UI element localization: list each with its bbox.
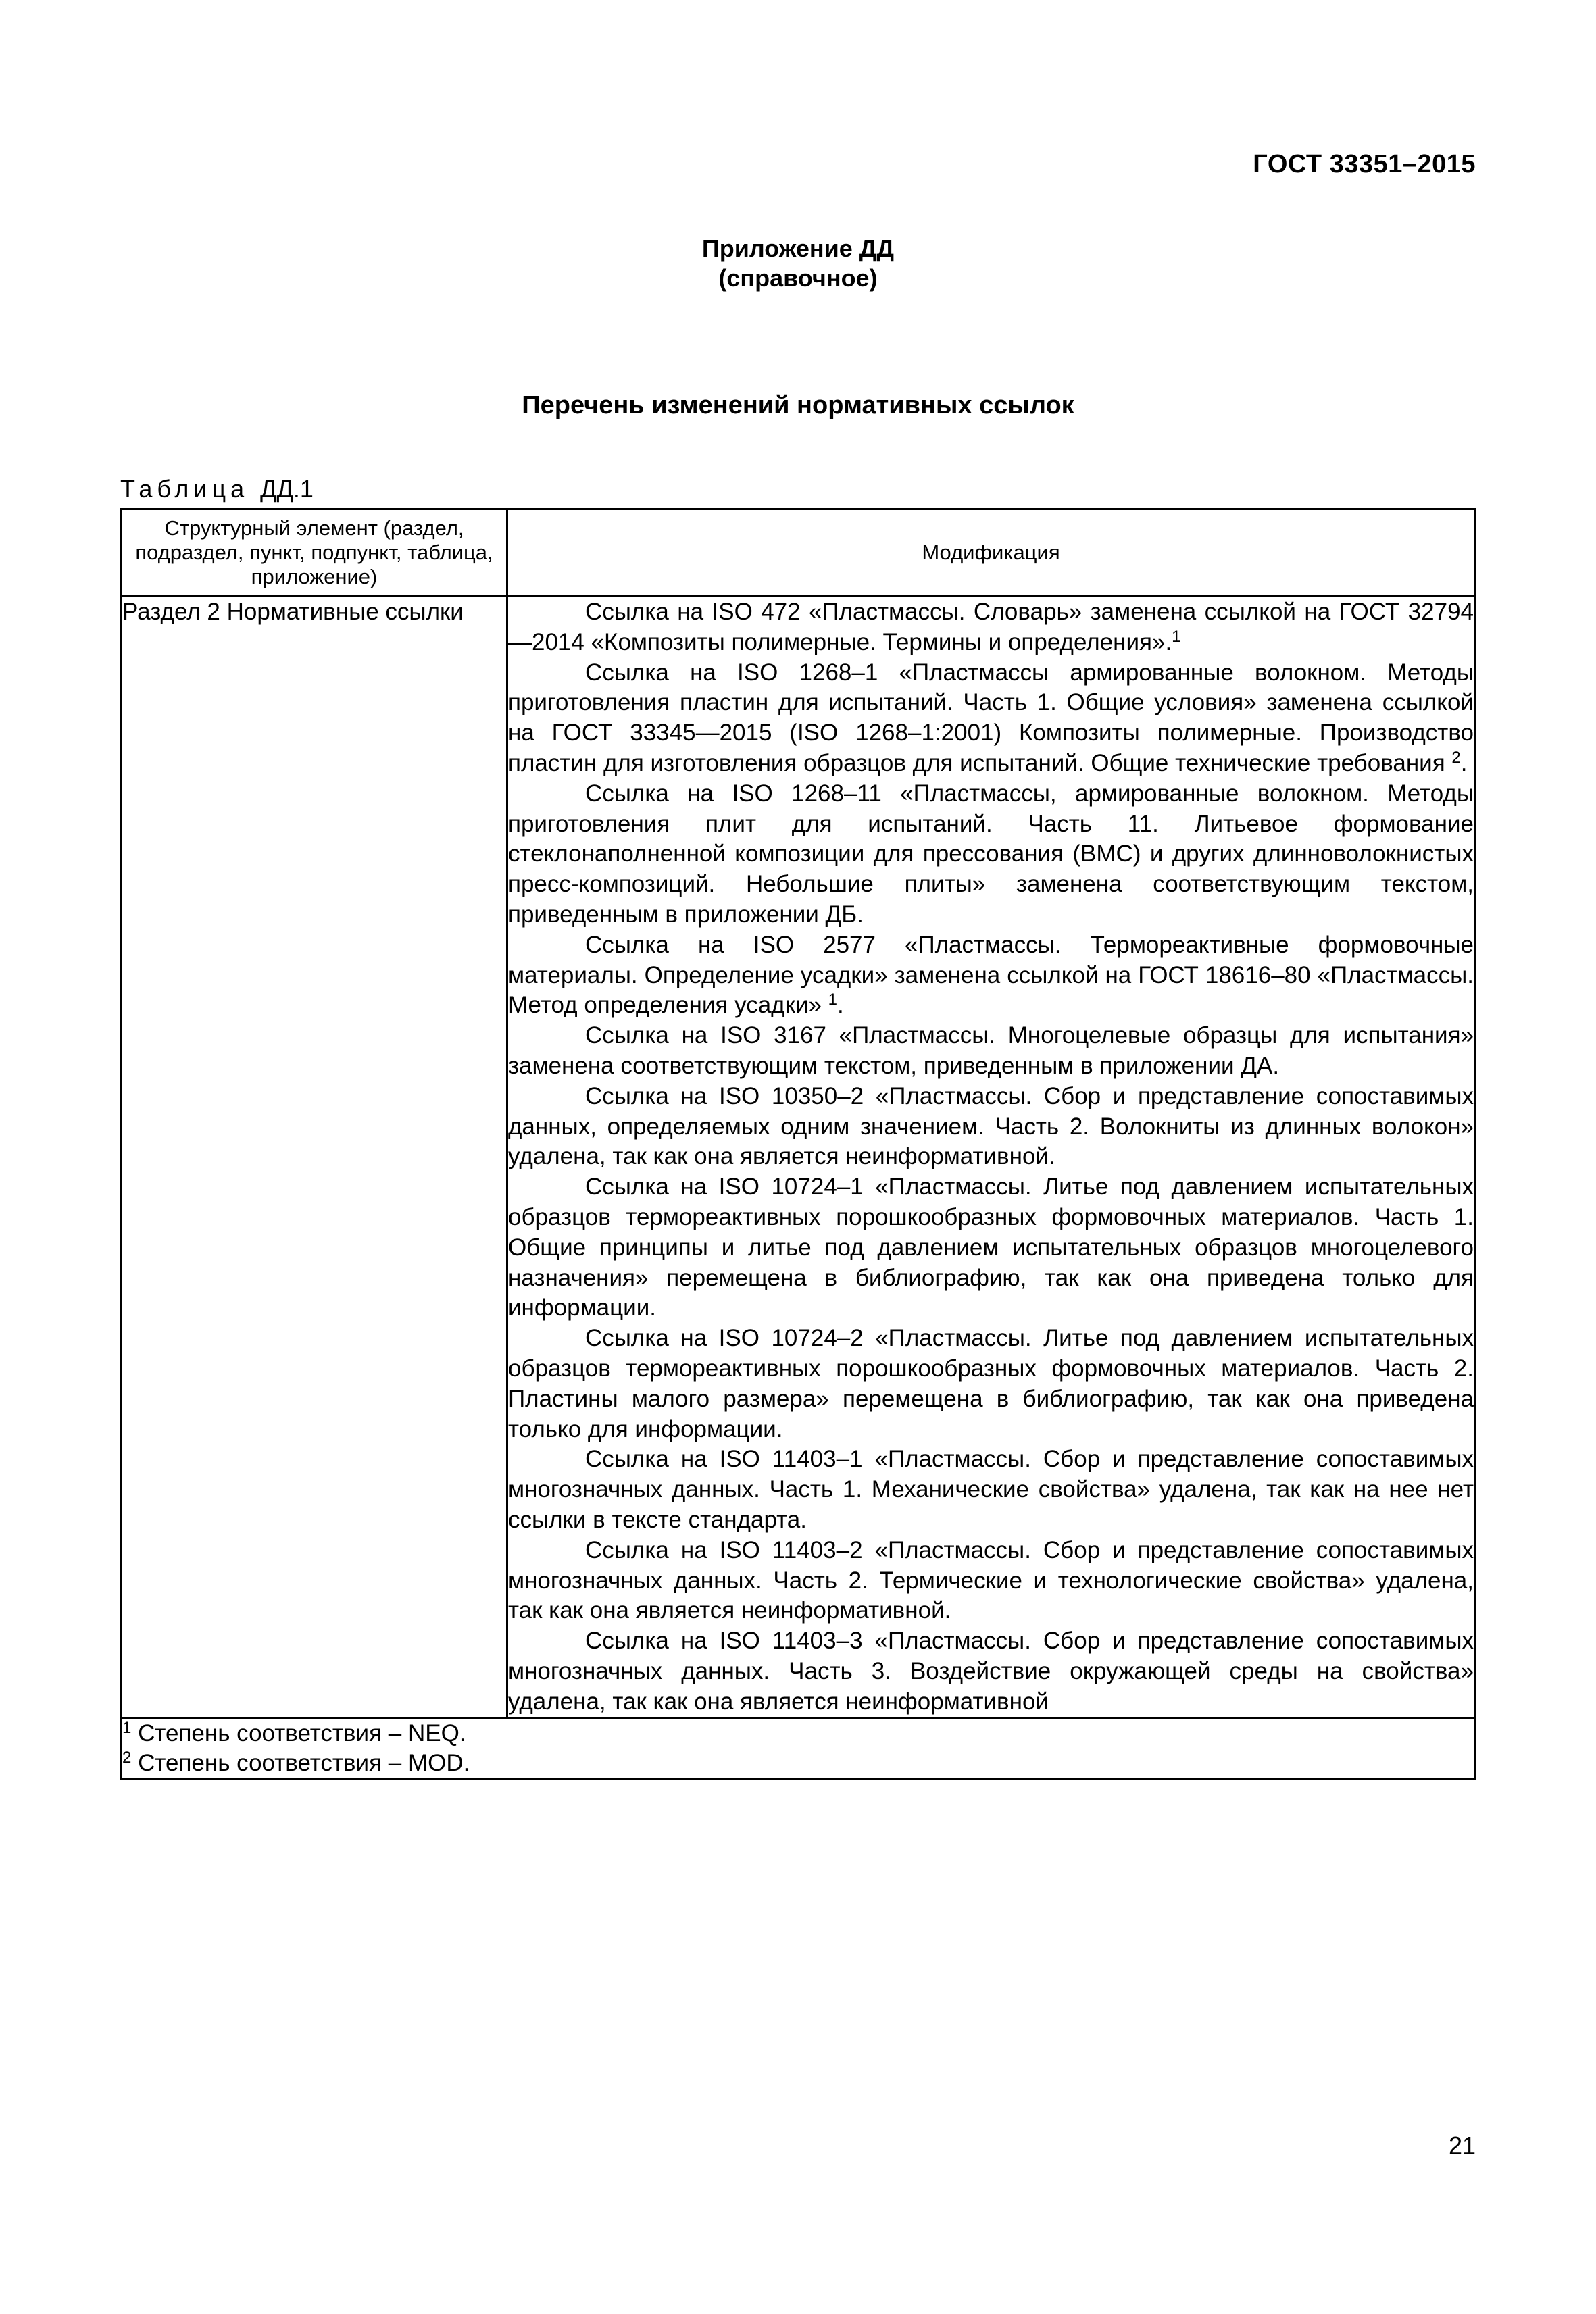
footnote-ref: 1 — [1172, 627, 1181, 646]
appendix-title: Приложение ДД — [701, 234, 895, 262]
column-header-modification: Модификация — [507, 509, 1475, 597]
modification-tail: . — [837, 992, 844, 1019]
modification-text: Ссылка на ISO 1268–1 «Пластмассы армированные волокном. Методы приготовления пластин для испытаний. Часть 1. Общие условия» заменена ссылкой на ГОСТ 33345—2015 (ISO 1268–1:2001) Композиты полимерные. Производство пластин для изготовления образцов для испытаний. Общие технические требования — [508, 659, 1474, 776]
modification-text: Ссылка на ISO 11403–2 «Пластмассы. Сбор и представление сопоставимых многозначных данных. Часть 2. Термические и технологические свойства» удалена, так как она является неинформативной. — [508, 1536, 1474, 1624]
footnotes-cell — [122, 1718, 1475, 1780]
modification-item — [508, 597, 1474, 658]
table-caption-prefix: Таблица — [120, 475, 249, 503]
footnote-ref: 2 — [1451, 748, 1461, 767]
footnote-mark: 1 — [122, 1719, 132, 1738]
modification-item — [508, 1536, 1474, 1626]
modification-item — [508, 1172, 1474, 1324]
modification-item — [508, 1021, 1474, 1082]
column-header-structural-element: Структурный элемент (раздел, подраздел, пункт, подпункт, таблица, приложение) — [122, 509, 507, 597]
table-caption-number: ДД.1 — [260, 475, 314, 503]
modification-item — [508, 1324, 1474, 1444]
modification-item — [508, 1082, 1474, 1172]
document-code: ГОСТ 33351–2015 — [1253, 150, 1476, 178]
modification-text: Ссылка на ISO 2577 «Пластмассы. Термореактивные формовочные материалы. Определение усадки» заменена ссылкой на ГОСТ 18616–80 «Пластмассы. Метод определения усадки» — [508, 931, 1474, 1019]
modification-tail: . — [1460, 749, 1468, 776]
modification-item — [508, 658, 1474, 779]
footnote-text: Степень соответствия – NEQ. — [138, 1720, 466, 1747]
modifications-cell — [507, 597, 1475, 1718]
section-heading: Перечень изменений нормативных ссылок — [522, 391, 1074, 420]
modification-text: Ссылка на ISO 472 «Пластмассы. Словарь» заменена ссылкой на ГОСТ 32794—2014 «Композиты полимерные. Термины и определения». — [508, 599, 1474, 655]
appendix-heading — [0, 234, 1596, 293]
references-change-table — [120, 508, 1476, 1780]
modification-text: Ссылка на ISO 10724–2 «Пластмассы. Литье под давлением испытательных образцов термореактивных порошкообразных формовочных материалов. Часть 2. Пластины малого размера» перемещена в библиографию, так как она приведена только для информации. — [508, 1325, 1474, 1442]
modification-text: Ссылка на ISO 11403–3 «Пластмассы. Сбор и представление сопоставимых многозначных данных. Часть 3. Воздействие окружающей среды на свойства» удалена, так как она является неинформативной — [508, 1628, 1474, 1715]
modification-item — [508, 1444, 1474, 1535]
modification-item — [508, 779, 1474, 930]
footnote-ref: 1 — [828, 990, 837, 1009]
table-caption — [120, 475, 314, 503]
page-number: 21 — [1448, 2132, 1476, 2159]
modification-item — [508, 1626, 1474, 1717]
appendix-type: (справочное) — [718, 264, 878, 292]
footnote-mark: 2 — [122, 1749, 132, 1767]
row-label-cell: Раздел 2 Нормативные ссылки — [122, 597, 507, 1718]
modification-text: Ссылка на ISO 1268–11 «Пластмассы, армированные волокном. Методы приготовления плит для испытаний. Часть 11. Литьевое формование стеклонаполненной композиции для прессования (ВМС) и других длинноволокнистых пресс-композиций. Небольшие плиты» заменена соответствующим текстом, приведенным в приложении ДБ. — [508, 780, 1474, 928]
table-header-row — [122, 509, 1475, 597]
modification-text: Ссылка на ISO 11403–1 «Пластмассы. Сбор и представление сопоставимых многозначных данных. Часть 1. Механические свойства» удалена, так как на нее нет ссылки в тексте стандарта. — [508, 1446, 1474, 1533]
footnote-text: Степень соответствия – MOD. — [138, 1750, 470, 1777]
modification-text: Ссылка на ISO 3167 «Пластмассы. Многоцелевые образцы для испытания» заменена соответствующим текстом, приведенным в приложении ДА. — [508, 1022, 1474, 1079]
table-row — [122, 597, 1475, 1718]
footnote — [122, 1719, 1474, 1749]
footnote — [122, 1749, 1474, 1778]
footnotes-row — [122, 1718, 1475, 1780]
modification-item — [508, 930, 1474, 1021]
modification-text: Ссылка на ISO 10350–2 «Пластмассы. Сбор и представление сопоставимых данных, определяемых одним значением. Часть 2. Волокниты из длинных волокон» удалена, так как она является неинформативной. — [508, 1082, 1474, 1170]
modification-text: Ссылка на ISO 10724–1 «Пластмассы. Литье под давлением испытательных образцов термореактивных порошкообразных формовочных материалов. Часть 1. Общие принципы и литье под давлением испытательных образцов многоцелевого назначения» перемещена в библиографию, так как она приведена только для информации. — [508, 1174, 1474, 1322]
